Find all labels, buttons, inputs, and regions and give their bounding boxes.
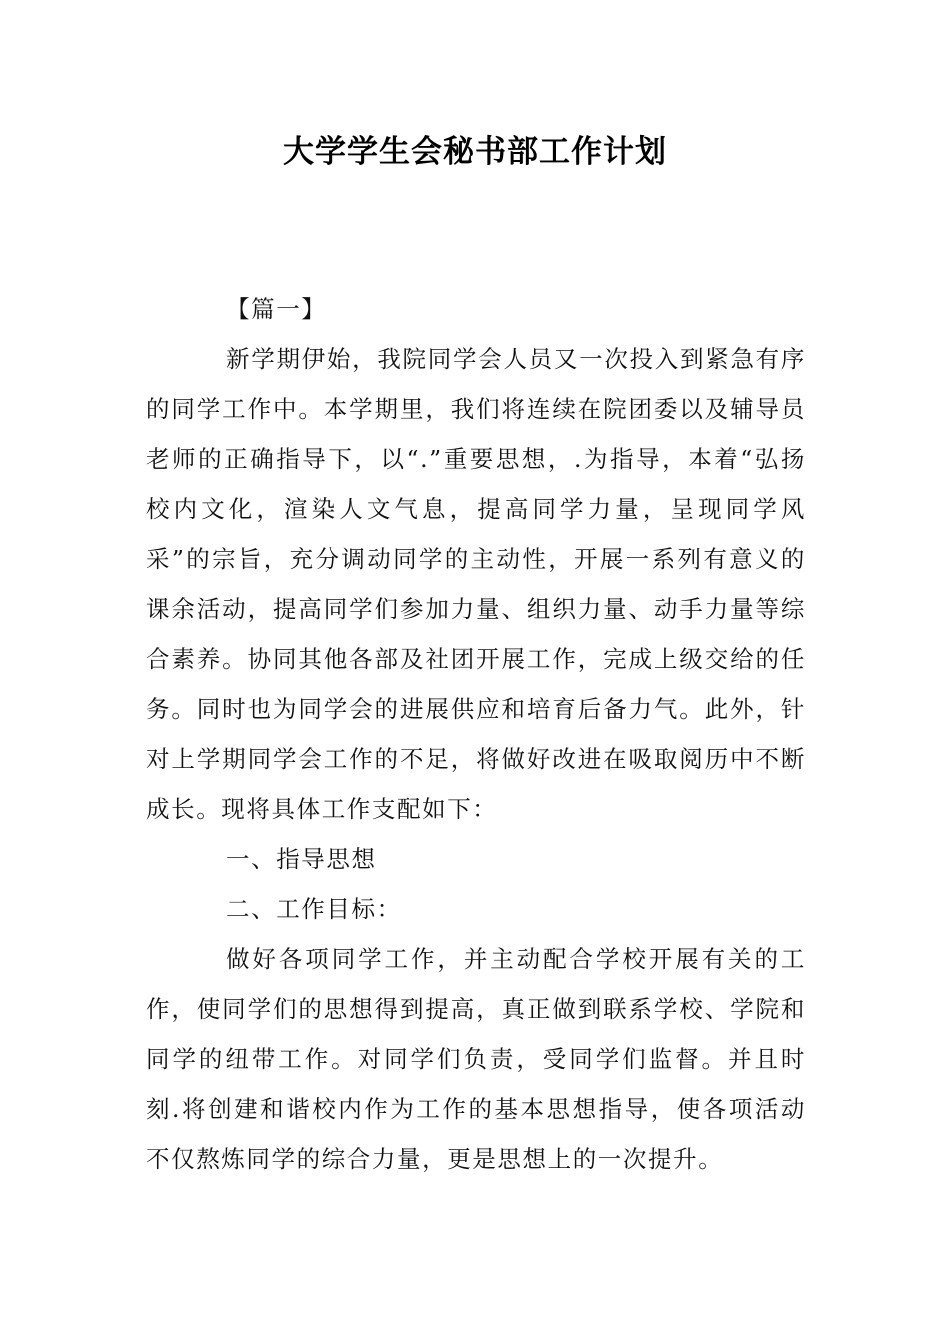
heading-guiding-thought: 一、指导思想 bbox=[226, 845, 377, 873]
document-title: 大学学生会秘书部工作计划 bbox=[283, 134, 667, 170]
section-label: 【篇一】 bbox=[226, 295, 327, 323]
document-body bbox=[146, 284, 806, 1184]
heading-work-goals: 二、工作目标： bbox=[226, 895, 402, 923]
paragraph-goals: 做好各项同学工作，并主动配合学校开展有关的工作，使同学们的思想得到提高，真正做到联系学校、学院和同学的纽带工作。对同学们负责，受同学们监督。并且时刻.将创建和谐校内作为工作的基本思想指导，使各项活动不仅熬炼同学的综合力量，更是思想上的一次提升。 bbox=[146, 945, 806, 1173]
paragraph-intro: 新学期伊始，我院同学会人员又一次投入到紧急有序的同学工作中。本学期里，我们将连续在院团委以及辅导员老师的正确指导下，以“.”重要思想，.为指导，本着“弘扬校内文化，渲染人文气息，提高同学力量，呈现同学风采”的宗旨，充分调动同学的主动性，开展一系列有意义的课余活动，提高同学们参加力量、组织力量、动手力量等综合素养。协同其他各部及社团开展工作，完成上级交给的任务。同时也为同学会的进展供应和培育后备力气。此外，针对上学期同学会工作的不足，将做好改进在吸取阅历中不断成长。现将具体工作支配如下： bbox=[146, 345, 806, 823]
